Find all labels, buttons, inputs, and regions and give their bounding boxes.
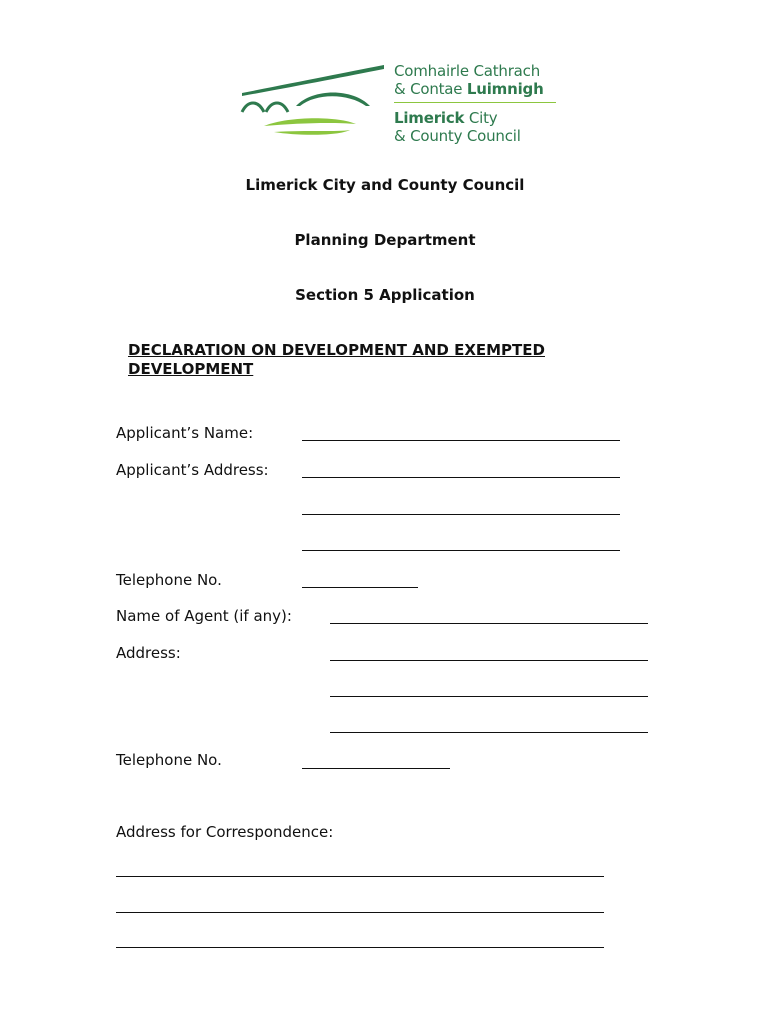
applicant-address-field-1[interactable] <box>302 477 620 478</box>
agent-name-label: Name of Agent (if any): <box>116 607 292 625</box>
applicant-name-field[interactable] <box>302 440 620 441</box>
correspondence-field-2[interactable] <box>116 912 604 913</box>
applicant-name-label: Applicant’s Name: <box>116 424 254 442</box>
applicant-telephone-field[interactable] <box>302 587 418 588</box>
applicant-address-label: Applicant’s Address: <box>116 461 269 479</box>
agent-address-field-2[interactable] <box>330 696 648 697</box>
applicant-address-field-2[interactable] <box>302 514 620 515</box>
logo-english-line2: & County Council <box>394 127 521 145</box>
department-title: Planning Department <box>294 231 476 249</box>
agent-address-field-1[interactable] <box>330 660 648 661</box>
agent-telephone-field[interactable] <box>302 768 450 769</box>
logo-irish-line2: & Contae Luimnigh <box>394 80 544 98</box>
logo-irish-line1: Comhairle Cathrach <box>394 62 541 80</box>
agent-name-field[interactable] <box>330 623 648 624</box>
logo-divider <box>394 102 556 103</box>
correspondence-field-1[interactable] <box>116 876 604 877</box>
applicant-address-field-3[interactable] <box>302 550 620 551</box>
correspondence-field-3[interactable] <box>116 947 604 948</box>
correspondence-label: Address for Correspondence: <box>116 823 334 841</box>
agent-telephone-label: Telephone No. <box>116 751 222 769</box>
agent-address-field-3[interactable] <box>330 732 648 733</box>
agent-address-label: Address: <box>116 644 181 662</box>
declaration-heading: DECLARATION ON DEVELOPMENT AND EXEMPTED DEVELOPMENT <box>128 341 545 378</box>
council-title: Limerick City and County Council <box>245 176 525 194</box>
applicant-telephone-label: Telephone No. <box>116 571 222 589</box>
logo-english-line1: Limerick City <box>394 109 498 127</box>
application-title: Section 5 Application <box>295 286 475 304</box>
